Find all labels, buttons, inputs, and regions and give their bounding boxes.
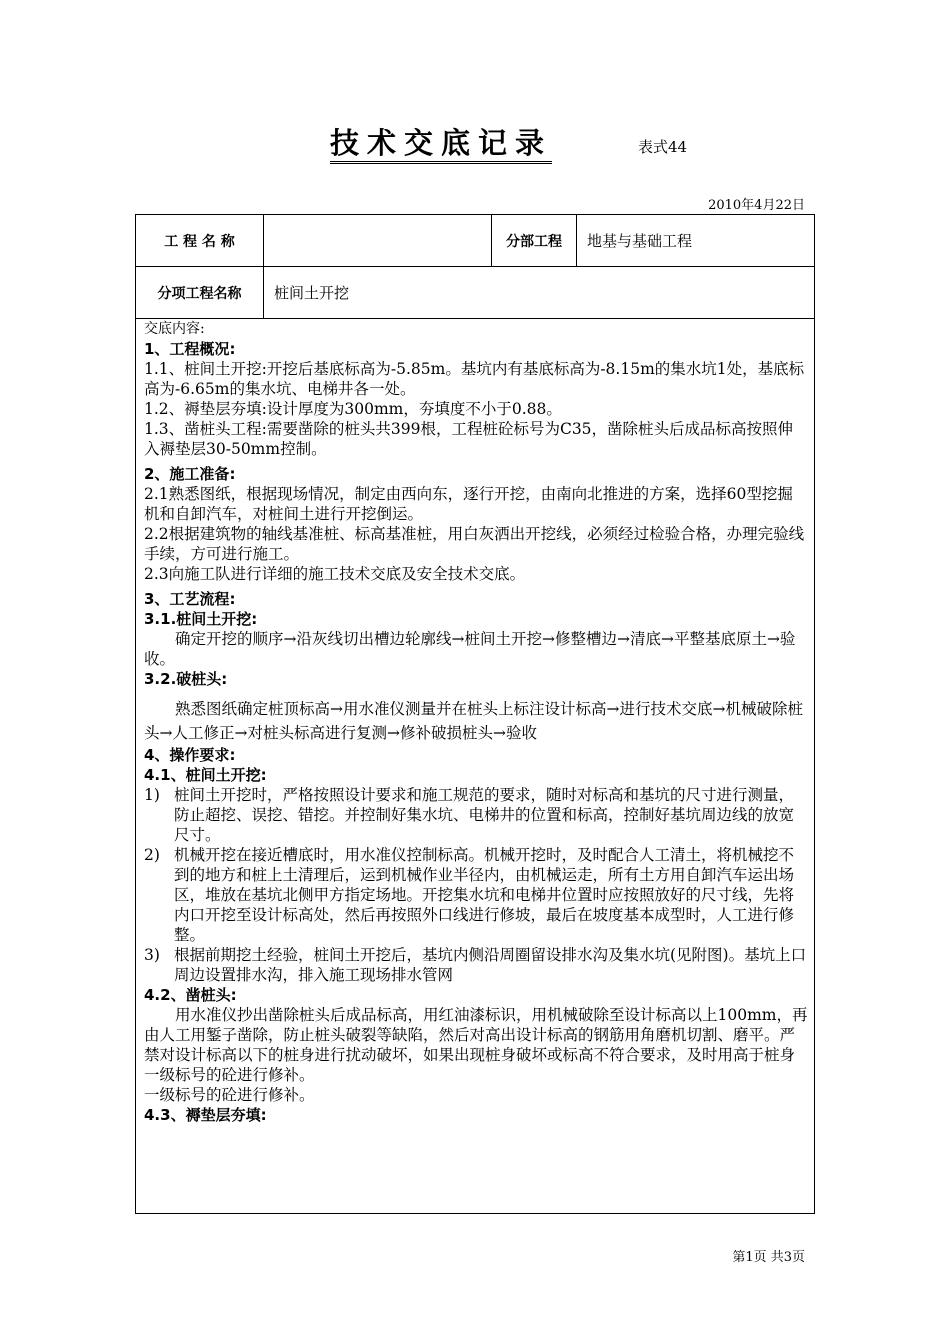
disclosure-content bbox=[144, 319, 808, 1125]
section-3-1-text: 确定开挖的顺序→沿灰线切出槽边轮廓线→桩间土开挖→修整槽边→清底→平整基底原土→验收。 bbox=[144, 630, 796, 668]
section-4-heading: 4、操作要求: bbox=[144, 746, 236, 764]
section-4-2-extra: 一级标号的砼进行修补。 bbox=[144, 1086, 315, 1104]
section-2-3: 2.3向施工队进行详细的施工技术交底及安全技术交底。 bbox=[144, 565, 526, 583]
section-4-2-heading: 4.2、凿桩头: bbox=[144, 986, 237, 1004]
section-4-2-text: 用水准仪抄出凿除桩头后成品标高，用红油漆标识，用机械破除至设计标高以上100mm，再由人工用錾子凿除，防止桩头破裂等缺陷，然后对高出设计标高的钢筋用角磨机切割、磨平。严禁对设计标高以下的桩身进行扰动破坏，如果出现桩身破坏或标高不符合要求，及时用高于桩身一级标号的砼进行修补。 bbox=[144, 1006, 808, 1084]
section-1-3: 1.3、凿桩头工程:需要凿除的桩头共399根，工程桩砼标号为C35，凿除桩头后成品标高按照伸入褥垫层30-50mm控制。 bbox=[144, 420, 794, 458]
document-title: 技术交底记录 bbox=[330, 126, 552, 164]
subitem-value: 桩间土开挖 bbox=[263, 267, 814, 318]
section-2-heading: 2、施工准备: bbox=[144, 465, 236, 483]
subitem-label: 分项工程名称 bbox=[157, 285, 242, 302]
record-date: 2010年4月22日 bbox=[708, 198, 805, 213]
header-row-subitem bbox=[136, 267, 814, 319]
section-3-2-heading: 3.2.破桩头: bbox=[144, 670, 228, 688]
list-item: 3) 根据前期挖土经验，桩间土开挖后，基坑内侧沿周圈留设排水沟及集水坑(见附图)。基坑上口周边设置排水沟，排入施工现场排水管网 bbox=[144, 946, 807, 984]
section-4-3-heading: 4.3、褥垫层夯填: bbox=[144, 1106, 267, 1124]
section-1-2: 1.2、褥垫层夯填:设计厚度为300mm，夯填度不小于0.88。 bbox=[144, 400, 562, 418]
division-value: 地基与基础工程 bbox=[576, 215, 814, 266]
section-3-heading: 3、工艺流程: bbox=[144, 590, 236, 608]
section-3-1-heading: 3.1.桩间土开挖: bbox=[144, 610, 258, 628]
header-row-project bbox=[136, 215, 814, 267]
division-label: 分部工程 bbox=[491, 215, 576, 266]
section-1-1: 1.1、桩间土开挖:开挖后基底标高为-5.85m。基坑内有基底标高为-8.15m的集水坑1处，基底标高为-6.65m的集水坑、电梯井各一处。 bbox=[144, 360, 805, 398]
list-item: 2) 机械开挖在接近槽底时，用水准仪控制标高。机械开挖时，及时配合人工清土，将机械挖不到的地方和桩上土清理后，运到机械作业半径内，由机械运走，所有土方用自卸汽车运出场区，堆放在基坑北侧甲方指定场地。开挖集水坑和电梯井位置时应按照放好的尺寸线，先将内口开挖至设计标高处，然后再按照外口线进行修坡，最后在坡度基本成型时，人工进行修整。 bbox=[144, 846, 795, 944]
record-table bbox=[135, 214, 815, 1214]
project-name-label: 工 程 名 称 bbox=[164, 233, 235, 250]
section-2-1: 2.1熟悉图纸，根据现场情况，制定由西向东，逐行开挖，由南向北推进的方案，选择60型挖掘机和自卸汽车，对桩间土进行开挖倒运。 bbox=[144, 485, 793, 523]
form-number: 表式44 bbox=[638, 138, 688, 156]
content-intro: 交底内容: bbox=[144, 321, 205, 337]
page-number: 第1页 共3页 bbox=[732, 1250, 805, 1265]
section-3-2-text: 熟悉图纸确定桩顶标高→用水准仪测量并在桩头上标注设计标高→进行技术交底→机械破除桩头→人工修正→对桩头标高进行复测→修补破损桩头→验收 bbox=[144, 700, 803, 742]
list-item: 1) 桩间土开挖时，严格按照设计要求和施工规范的要求，随时对标高和基坑的尺寸进行测量，防止超挖、误挖、错挖。并控制好集水坑、电梯井的位置和标高，控制好基坑周边线的放宽尺寸。 bbox=[144, 786, 795, 844]
section-4-1-heading: 4.1、桩间土开挖: bbox=[144, 766, 267, 784]
section-2-2: 2.2根据建筑物的轴线基准桩、标高基准桩，用白灰洒出开挖线，必须经过检验合格，办理完验线手续，方可进行施工。 bbox=[144, 525, 805, 563]
project-name-value bbox=[263, 215, 491, 266]
section-1-heading: 1、工程概况: bbox=[144, 340, 236, 358]
